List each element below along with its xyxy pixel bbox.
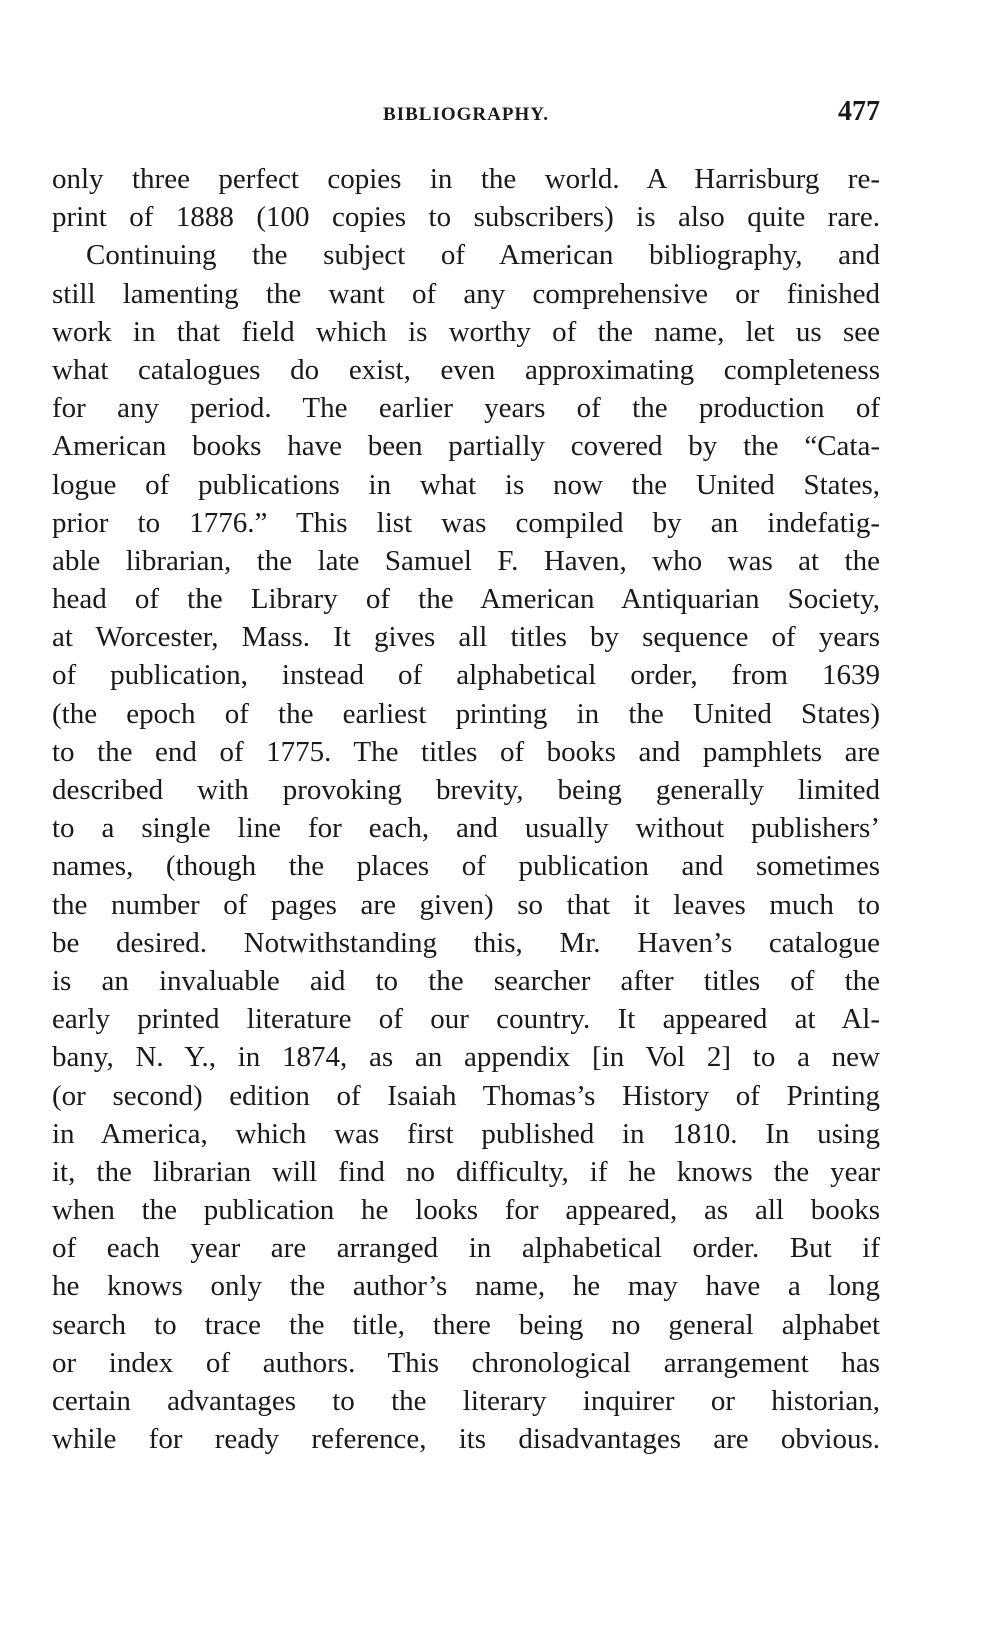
page-header [52,96,880,130]
text-line: only three perfect copies in the world. A Harrisburg re- [52,163,880,195]
text-line: he knows only the author’s name, he may have a long [52,1270,880,1303]
text-line: what catalogues do exist, even approximating completeness [52,353,880,386]
text-line: prior to 1776.” This list was compiled by an indefatig- [52,506,880,539]
text-line: head of the Library of the American Antiquarian Society, [52,583,880,616]
text-line: while for ready reference, its disadvantages are obvious. [52,1423,880,1456]
body-text [52,160,880,1458]
text-line: bany, N. Y., in 1874, as an appendix [in Vol 2] to a new [52,1041,880,1074]
text-line: to the end of 1775. The titles of books and pamphlets are [52,735,880,768]
text-line: American books have been partially covered by the “Cata- [52,430,880,463]
text-line: print of 1888 (100 copies to subscribers) is also quite rare. [52,201,880,234]
text-line: (or second) edition of Isaiah Thomas’s History of Printing [52,1079,880,1112]
text-line: in America, which was first published in 1810. In using [52,1117,880,1150]
text-line: able librarian, the late Samuel F. Haven, who was at the [52,544,880,577]
text-line: at Worcester, Mass. It gives all titles by sequence of years [52,621,880,654]
text-line: early printed literature of our country. It appeared at Al- [52,1003,880,1036]
text-line: it, the librarian will find no difficulty, if he knows the year [52,1155,880,1188]
running-title: BIBLIOGRAPHY. [383,104,549,125]
text-line: work in that field which is worthy of the name, let us see [52,315,880,348]
text-line: search to trace the title, there being no general alphabet [52,1308,880,1341]
text-line: of each year are arranged in alphabetical order. But if [52,1232,880,1265]
text-line: for any period. The earlier years of the production of [52,392,880,425]
text-line: still lamenting the want of any comprehensive or finished [52,277,880,310]
text-line: described with provoking brevity, being generally limited [52,774,880,806]
text-line: be desired. Notwithstanding this, Mr. Haven’s catalogue [52,926,880,959]
text-line: or index of authors. This chronological arrangement has [52,1346,880,1379]
text-line: of publication, instead of alphabetical order, from 1639 [52,659,880,692]
text-line: (the epoch of the earliest printing in the United States) [52,697,880,730]
paragraph-start-line: Continuing the subject of American bibliography, and [86,239,880,272]
text-line: is an invaluable aid to the searcher after titles of the [52,964,880,997]
text-line: certain advantages to the literary inquirer or historian, [52,1385,880,1417]
text-line: logue of publications in what is now the United States, [52,468,880,501]
text-line: to a single line for each, and usually without publishers’ [52,812,880,845]
page-number: 477 [838,96,880,127]
text-line: the number of pages are given) so that it leaves much to [52,888,880,921]
text-line: names, (though the places of publication and sometimes [52,850,880,883]
text-line: when the publication he looks for appeared, as all books [52,1194,880,1227]
